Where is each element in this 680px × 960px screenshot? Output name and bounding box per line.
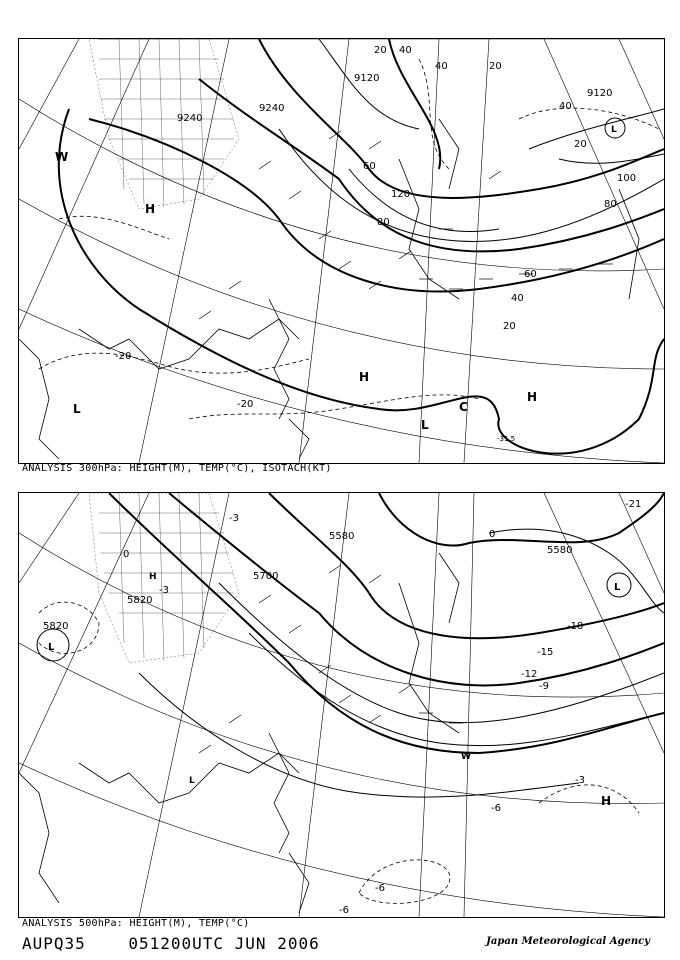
pressure-center-marker: L (73, 402, 81, 416)
wind-barbs (199, 565, 463, 753)
graticule (19, 493, 664, 917)
temp-label: -12 (521, 669, 538, 680)
pressure-center-marker: H (149, 572, 157, 582)
pressure-center-marker: L (421, 418, 429, 432)
isotach-label: 80 (604, 199, 617, 210)
isotach-label: 60 (524, 269, 537, 280)
isotach-label: 120 (391, 189, 411, 200)
height-label: 5700 (253, 571, 279, 582)
upper-air-chart-500hpa (18, 492, 665, 918)
pressure-center-marker: W (461, 752, 471, 762)
isotach-label: 40 (559, 101, 572, 112)
isotach-label: 40 (399, 45, 412, 56)
temp-label: -18 (567, 621, 584, 632)
isotach-label: 20 (574, 139, 587, 150)
terrain-mask (89, 39, 239, 209)
temp-label: -3 (159, 585, 169, 596)
pressure-center-marker: L (611, 125, 617, 135)
pressure-center-marker: H (359, 370, 370, 384)
pressure-centers (48, 572, 621, 808)
pressure-center-marker: H (527, 390, 538, 404)
terrain-mask (89, 493, 239, 663)
wind-barbs (199, 131, 613, 319)
chart-identifier: AUPQ35 051200UTC JUN 2006 (22, 934, 320, 953)
height-label: 5820 (43, 621, 69, 632)
height-label: 5580 (547, 545, 573, 556)
agency-credit: Japan Meteorological Agency (486, 936, 650, 947)
isotherms-solid (139, 529, 664, 797)
height-label: 9240 (259, 103, 285, 114)
isotach-label: 20 (489, 61, 502, 72)
pressure-center-marker: L (189, 776, 195, 786)
pressure-center-marker: L (48, 642, 55, 653)
isotach-label: 100 (617, 173, 637, 184)
isotach-label: 60 (363, 161, 376, 172)
caption-500hpa: ANALYSIS 500hPa: HEIGHT(M), TEMP(°C) (22, 918, 250, 929)
isotach-label: 20 (374, 45, 387, 56)
isotachs (279, 39, 664, 242)
height-contours (59, 39, 664, 454)
temp-label: -15 (537, 647, 554, 658)
temp-label: -6 (375, 883, 385, 894)
height-label: 9120 (354, 73, 380, 84)
temp-label: -3 (575, 775, 585, 786)
pressure-center-marker: C (459, 400, 468, 414)
height-label: 9120 (587, 88, 613, 99)
temp-label: -20 (115, 351, 132, 362)
isotherms (39, 59, 659, 419)
temp-label: 0 (123, 549, 130, 560)
height-labels (43, 531, 572, 632)
temp-label: -9 (539, 681, 549, 692)
temperature-labels (115, 351, 515, 443)
caption-300hpa: ANALYSIS 300hPa: HEIGHT(M), TEMP(°C), ISOTACH(KT) (22, 463, 332, 474)
height-label: 5580 (329, 531, 355, 542)
temp-label: 0 (489, 529, 496, 540)
temp-label: -21 (625, 499, 642, 510)
pressure-center-marker: H (145, 202, 156, 216)
isotach-label: 20 (503, 321, 516, 332)
coastlines (19, 553, 459, 913)
pressure-center-marker: H (601, 794, 612, 808)
height-label: 5820 (127, 595, 153, 606)
isotach-label: 80 (377, 217, 390, 228)
upper-air-chart-300hpa (18, 38, 665, 464)
coastlines (19, 119, 639, 459)
pressure-center-marker: W (55, 150, 69, 164)
height-label: 9240 (177, 113, 203, 124)
temp-label: -6 (491, 803, 501, 814)
isotach-label: 40 (511, 293, 524, 304)
temp-label: -3 (229, 513, 239, 524)
temp-label: -20 (237, 399, 254, 410)
map-300hpa-canvas (19, 39, 664, 463)
isotach-label: 40 (435, 61, 448, 72)
map-500hpa-canvas (19, 493, 664, 917)
temp-label: -31.5 (497, 435, 516, 443)
pressure-center-marker: L (614, 582, 621, 593)
temp-label: -6 (339, 905, 349, 916)
height-labels (177, 73, 612, 124)
